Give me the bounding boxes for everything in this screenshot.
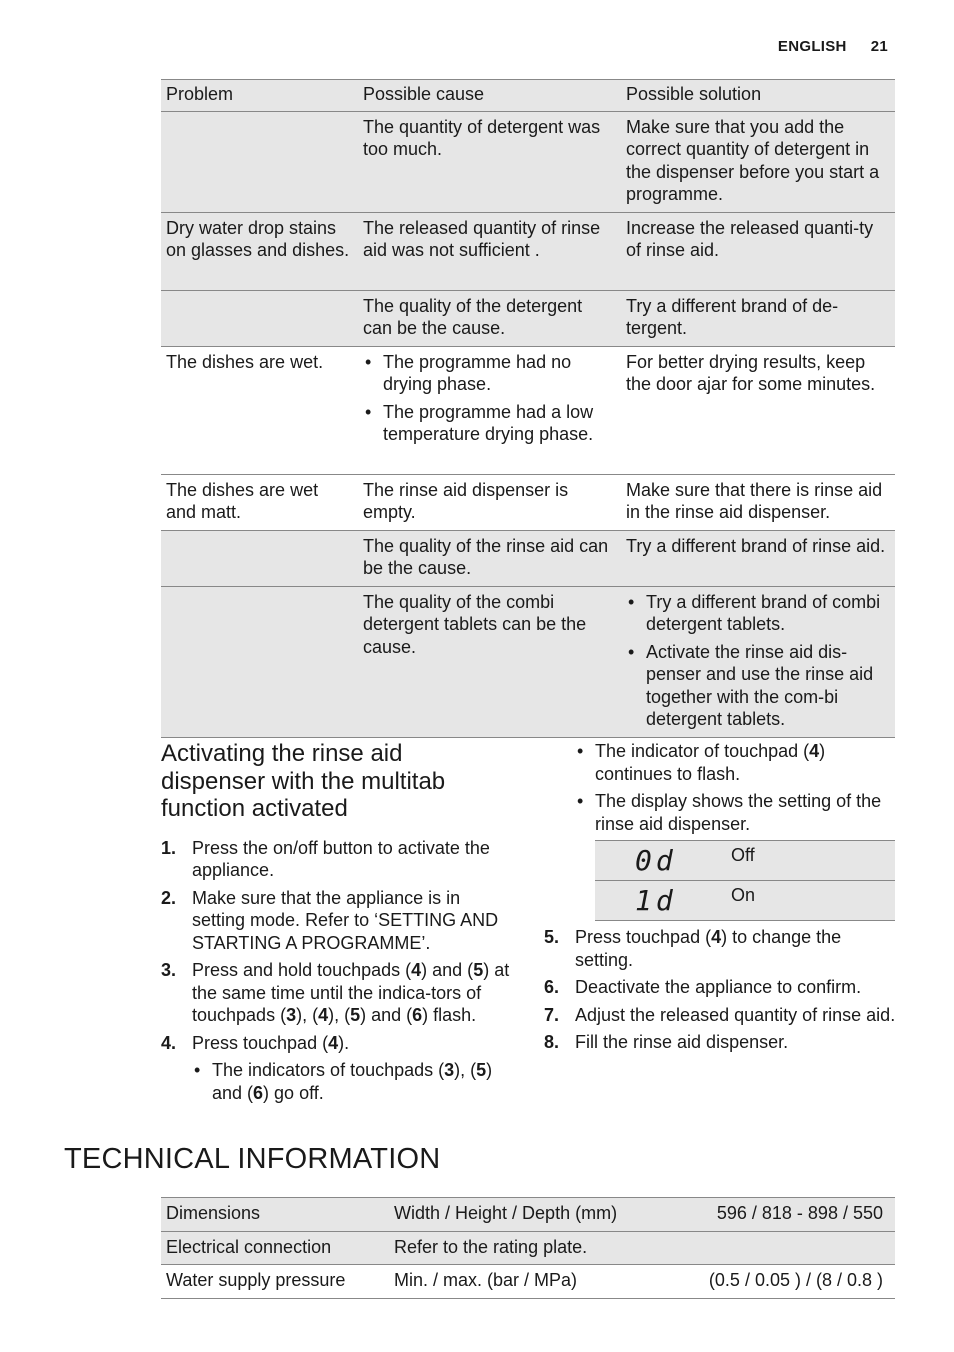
problem-cell	[161, 530, 358, 586]
step-number: 5.	[544, 927, 560, 947]
step-6	[544, 976, 896, 999]
step-4	[161, 1032, 511, 1105]
solution-bullet-list	[626, 591, 890, 731]
cause-cell: The quantity of detergent was too much.	[358, 111, 621, 212]
troubleshooting-table	[161, 79, 895, 738]
step-5	[544, 926, 896, 971]
table-row	[161, 530, 895, 586]
header-solution: Possible solution	[621, 80, 895, 112]
step-text: Press touchpad (4).	[192, 1032, 350, 1053]
cause-cell: The quality of the combi detergent tablets can be the cause.	[358, 586, 621, 737]
page-number: 21	[870, 38, 888, 55]
table-row	[161, 212, 895, 290]
step-3	[161, 959, 511, 1027]
solution-cell: Increase the released quanti-ty of rinse aid.	[621, 212, 895, 290]
display-symbol: 0d	[595, 841, 731, 881]
problem-cell: Dry water drop stains on glasses and dishes.	[161, 212, 358, 290]
steps-list	[161, 837, 511, 1105]
list-item: • Try a different brand of combi detergent tablets.	[626, 591, 890, 636]
list-item: • The programme had no drying phase.	[363, 351, 616, 396]
step-8	[544, 1031, 896, 1054]
technical-info-title: TECHNICAL INFORMATION	[64, 1143, 441, 1175]
table-row	[595, 841, 895, 881]
step-number: 7.	[544, 1004, 560, 1025]
table-row	[161, 1265, 895, 1299]
problem-cell	[161, 111, 358, 212]
spec-label: Dimensions	[161, 1198, 389, 1232]
table-row	[161, 1198, 895, 1232]
display-value: On	[731, 881, 895, 921]
problem-cell: The dishes are wet and matt.	[161, 474, 358, 530]
indicator-bullet-list	[575, 740, 896, 835]
table-row	[161, 474, 895, 530]
rinse-aid-section-right	[544, 740, 896, 1059]
list-item: • The display shows the setting of the rinse aid dispenser.	[575, 790, 896, 835]
display-symbol: 1d	[595, 881, 731, 921]
problem-cell	[161, 290, 358, 346]
table-row	[595, 881, 895, 921]
display-value: Off	[731, 841, 895, 881]
table-header-row	[161, 80, 895, 112]
step-7	[544, 1004, 896, 1027]
section-title: Activating the rinse aid dispenser with the multitab function activated	[161, 740, 446, 822]
step-text: Deactivate the appliance to confirm.	[575, 977, 862, 997]
solution-cell: Try a different brand of rinse aid.	[621, 530, 895, 586]
spec-value: (0.5 / 0.05 ) / (8 / 0.8 )	[679, 1265, 895, 1299]
cause-bullet-list	[363, 351, 616, 446]
solution-cell: Make sure that you add the correct quantity of detergent in the dispenser before you start a programme.	[621, 111, 895, 212]
spec-label: Water supply pressure	[161, 1265, 389, 1299]
spec-value	[679, 1231, 895, 1265]
step-text: Fill the rinse aid dispenser.	[575, 1032, 789, 1052]
page-header	[778, 38, 888, 55]
problem-cell: The dishes are wet.	[161, 346, 358, 474]
solution-cell: For better drying results, keep the door ajar for some minutes.	[621, 346, 895, 474]
cause-cell: The quality of the rinse aid can be the cause.	[358, 530, 621, 586]
display-settings-table	[595, 840, 895, 921]
table-row	[161, 111, 895, 212]
spec-label: Electrical connection	[161, 1231, 389, 1265]
step-2	[161, 887, 511, 955]
solution-cell	[621, 586, 895, 737]
cause-cell	[358, 346, 621, 474]
list-item: • The indicator of touchpad (4) continues to flash.	[575, 740, 896, 785]
list-item: • The programme had a low temperature drying phase.	[363, 401, 616, 446]
step-text: Press and hold touchpads (4) and (5) at the same time until the indica-tors of touchpads (3), (4), (5) and (6) flash.	[192, 960, 510, 1025]
step-text: Press the on/off button to activate the appliance.	[192, 837, 490, 880]
step-1	[161, 837, 511, 882]
spec-desc: Refer to the rating plate.	[389, 1231, 679, 1265]
step-text: Adjust the released quantity of rinse aid.	[575, 1004, 896, 1025]
list-item: • The indicators of touchpads (3), (5) and (6) go off.	[192, 1059, 511, 1104]
solution-cell: Make sure that there is rinse aid in the rinse aid dispenser.	[621, 474, 895, 530]
step-text: Make sure that the appliance is in setting mode. Refer to ‘SETTING AND STARTING A PROGRAMME’.	[192, 887, 499, 953]
list-item: • Activate the rinse aid dis-penser and use the rinse aid together with the com-bi detergent tablets.	[626, 641, 890, 731]
step-number: 4.	[161, 1032, 177, 1053]
step-number: 2.	[161, 887, 177, 908]
spec-desc: Min. / max. (bar / MPa)	[389, 1265, 679, 1299]
header-cause: Possible cause	[358, 80, 621, 112]
language-label: ENGLISH	[777, 38, 847, 55]
problem-cell	[161, 586, 358, 737]
steps-list-continued	[544, 926, 896, 1054]
solution-cell: Try a different brand of de-tergent.	[621, 290, 895, 346]
table-row	[161, 290, 895, 346]
step-number: 8.	[544, 1032, 560, 1052]
rinse-aid-section-left	[161, 740, 511, 1109]
table-row	[161, 1231, 895, 1265]
step-number: 6.	[544, 977, 560, 997]
step-number: 1.	[161, 837, 177, 858]
spec-value: 596 / 818 - 898 / 550	[679, 1198, 895, 1232]
technical-info-table	[161, 1197, 895, 1299]
step-text: Press touchpad (4) to change the setting.	[575, 927, 842, 970]
header-problem: Problem	[161, 80, 358, 112]
cause-cell: The rinse aid dispenser is empty.	[358, 474, 621, 530]
table-row	[161, 346, 895, 474]
step-4-sub-list	[192, 1059, 511, 1104]
spec-desc: Width / Height / Depth (mm)	[389, 1198, 679, 1232]
cause-cell: The released quantity of rinse aid was not sufficient .	[358, 212, 621, 290]
cause-cell: The quality of the detergent can be the cause.	[358, 290, 621, 346]
step-number: 3.	[161, 960, 177, 980]
table-row	[161, 586, 895, 737]
